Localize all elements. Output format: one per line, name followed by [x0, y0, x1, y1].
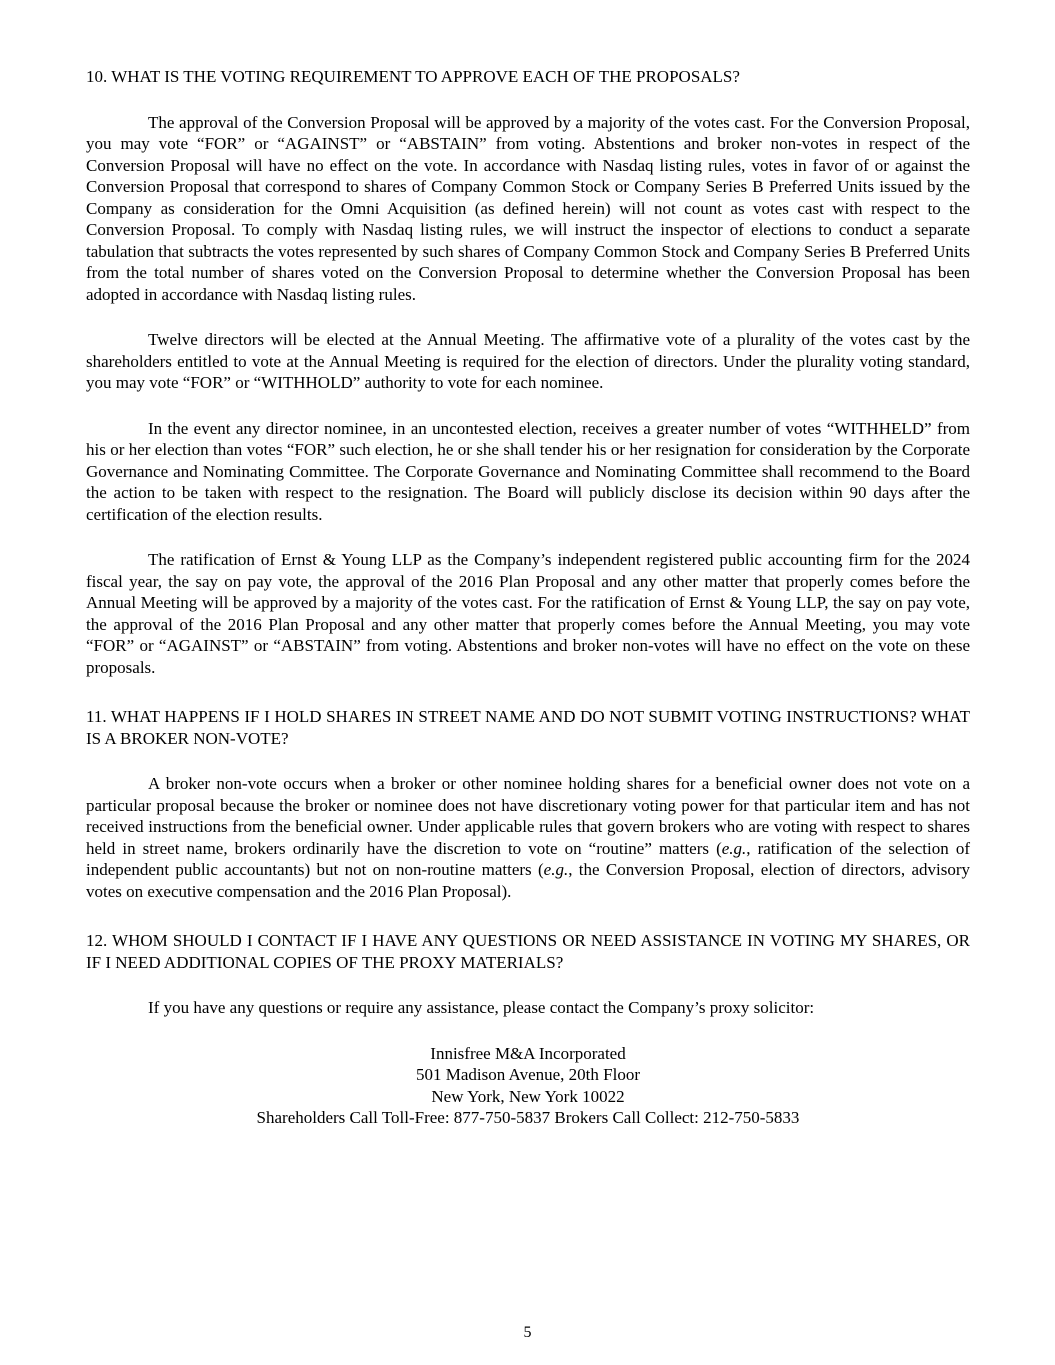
contact-address-line2: New York, New York 10022 — [431, 1086, 625, 1106]
page-number: 5 — [523, 1324, 532, 1341]
question-12-heading: 12. WHOM SHOULD I CONTACT IF I HAVE ANY QUESTIONS OR NEED ASSISTANCE IN VOTING MY SHARES, OR IF I NEED ADDITIONAL COPIES OF THE PROXY MATERIALS? — [86, 931, 970, 972]
question-11-heading: 11. WHAT HAPPENS IF I HOLD SHARES IN STREET NAME AND DO NOT SUBMIT VOTING INSTRUCTIONS? WHAT IS A BROKER NON-VOTE? — [86, 707, 970, 748]
paragraph-ratification-majority: The ratification of Ernst & Young LLP as the Company’s independent registered public accounting firm for the 2024 fiscal year, the say on pay vote, the approval of the 2016 Plan Proposal and any other matter that properly comes before the Annual Meeting will be approved by a majority of the votes cast. For the ratification of Ernst & Young LLP, the say on pay vote, the approval of the 2016 Plan Proposal and any other matter that properly comes before the Annual Meeting, you may vote “FOR” or “AGAINST” or “ABSTAIN” from voting. Abstentions and broker non-votes will have no effect on the vote on these proposals. — [86, 550, 970, 677]
contact-name: Innisfree M&A Incorporated — [430, 1043, 626, 1063]
contact-address-line1: 501 Madison Avenue, 20th Floor — [416, 1065, 640, 1084]
paragraph-broker-nonvote: A broker non-vote occurs when a broker or other nominee holding shares for a beneficial owner does not vote on a particular proposal because the broker or nominee does not have discretionary voting power for that particular item and has not received instructions from the beneficial owner. Under applicable rules that govern brokers who are voting with respect to shares held in street name, brokers ordinarily have the discretion to vote on “routine” matters (e.g., ratification of the selection of independent public accountants) but not on non-routine matters (e.g., the Conversion Proposal, election of directors, advisory votes on executive compensation and the 2016 Plan Proposal). — [86, 774, 971, 901]
question-10-heading: 10. WHAT IS THE VOTING REQUIREMENT TO APPROVE EACH OF THE PROPOSALS? — [86, 67, 740, 86]
paragraph-director-election: Twelve directors will be elected at the Annual Meeting. The affirmative vote of a plurality of the votes cast by the shareholders entitled to vote at the Annual Meeting is required for the election of directors. Under the plurality voting standard, you may vote “FOR” or “WITHHOLD” authority to vote for each nominee. — [86, 330, 970, 392]
paragraph-conversion-approval: The approval of the Conversion Proposal will be approved by a majority of the votes cast. For the Conversion Proposal, you may vote “FOR” or “AGAINST” or “ABSTAIN” from voting. Abstentions and broker non-votes in respect of the Conversion Proposal will have no effect on the vote. In accordance with Nasdaq listing rules, votes in favor of or against the Conversion Proposal that correspond to shares of Company Common Stock or Company Series B Preferred Units issued by the Company as consideration for the Omni Acquisition (as defined herein) will not count as votes cast with respect to the Conversion Proposal. To comply with Nasdaq listing rules, we will instruct the inspector of elections to conduct a separate tabulation that subtracts the votes represented by such shares of Company Common Stock and Company Series B Preferred Units from the total number of shares voted on the Conversion Proposal to determine whether the Conversion Proposal has been adopted in accordance with Nasdaq listing rules. — [86, 112, 970, 304]
paragraph-contact-intro: If you have any questions or require any assistance, please contact the Company’s proxy solicitor: — [148, 998, 815, 1017]
contact-phone-line: Shareholders Call Toll-Free: 877-750-5837 Brokers Call Collect: 212-750-5833 — [256, 1108, 800, 1127]
paragraph-withheld-resignation: In the event any director nominee, in an uncontested election, receives a greater number of votes “WITHHELD” from his or her election than votes “FOR” such election, he or she shall tender his or her resignation for consideration by the Corporate Governance and Nominating Committee. The Corporate Governance and Nominating Committee shall recommend to the Board the action to be taken with respect to the resignation. The Board will publicly disclose its decision within 90 days after the certification of the election results. — [86, 418, 970, 524]
proxy-solicitor-contact-block — [86, 1043, 970, 1129]
